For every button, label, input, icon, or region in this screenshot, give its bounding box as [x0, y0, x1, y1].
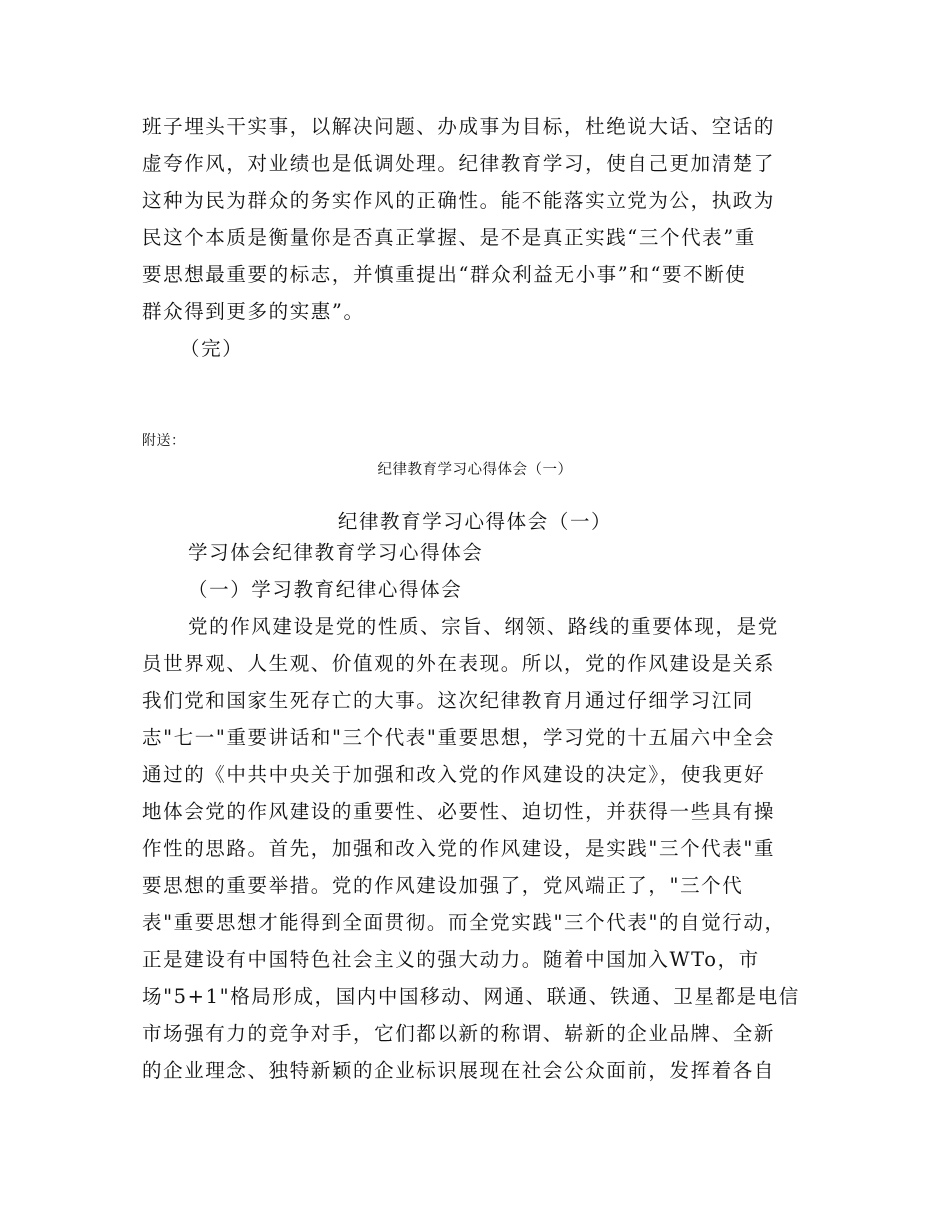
- end-mark: （完）: [180, 337, 244, 360]
- body-paragraph-line: 党的作风建设是党的性质、宗旨、纲领、路线的重要体现，是党: [188, 615, 779, 638]
- top-paragraph-line: 要思想最重要的标志，并慎重提出“群众利益无小事”和“要不断使: [142, 263, 747, 286]
- top-paragraph-line: 虚夸作风，对业绩也是低调处理。纪律教育学习，使自己更加清楚了: [142, 152, 776, 175]
- body-paragraph-line: 市场强有力的竞争对手，它们都以新的称谓、崭新的企业品牌、全新: [142, 1022, 776, 1045]
- body-paragraph-line: 我们党和国家生死存亡的大事。这次纪律教育月通过仔细学习江同: [142, 689, 754, 712]
- appendix-label: 附送：: [142, 433, 186, 449]
- top-paragraph-line: 民这个本质是衡量你是否真正掌握、是不是真正实践“三个代表”重: [142, 226, 756, 249]
- top-paragraph-line: 群众得到更多的实惠”。: [142, 300, 365, 323]
- body-paragraph-line: 员世界观、人生观、价值观的外在表现。所以，党的作风建设是关系: [142, 652, 776, 675]
- body-paragraph-line: 正是建设有中国特色社会主义的强大动力。随着中国加入WTo，市: [142, 948, 760, 971]
- body-paragraph-line: 场"5+1"格局形成，国内中国移动、网通、联通、铁通、卫星都是电信: [142, 985, 800, 1008]
- top-paragraph-line: 这种为民为群众的务实作风的正确性。能不能落实立党为公，执政为: [142, 189, 776, 212]
- appendix-title: 纪律教育学习心得体会（一）: [337, 510, 613, 533]
- body-paragraph-line: 的企业理念、独特新颖的企业标识展现在社会公众面前，发挥着各自: [142, 1059, 776, 1082]
- body-paragraph-line: 志"七一"重要讲话和"三个代表"重要思想，学习党的十五届六中全会: [142, 726, 776, 749]
- body-paragraph-line: 要思想的重要举措。党的作风建设加强了，党风端正了，"三个代: [142, 874, 744, 897]
- body-paragraph-line: 通过的《中共中央关于加强和改入党的作风建设的决定》，使我更好: [142, 763, 766, 786]
- subtitle-2: （一）学习教育纪律心得体会: [188, 578, 463, 601]
- body-paragraph-line: 表"重要思想才能得到全面贯彻。而全党实践"三个代表"的自觉行动，: [142, 911, 786, 934]
- body-paragraph-line: 地体会党的作风建设的重要性、必要性、迫切性，并获得一些具有操: [142, 800, 776, 823]
- body-paragraph-line: 作性的思路。首先，加强和改入党的作风建设，是实践"三个代表"重: [142, 837, 776, 860]
- subtitle-1: 学习体会纪律教育学习心得体会: [188, 541, 484, 564]
- top-paragraph-line: 班子埋头干实事，以解决问题、办成事为目标，杜绝说大话、空话的: [142, 115, 776, 138]
- appendix-heading-small: 纪律教育学习心得体会（一）: [377, 462, 573, 478]
